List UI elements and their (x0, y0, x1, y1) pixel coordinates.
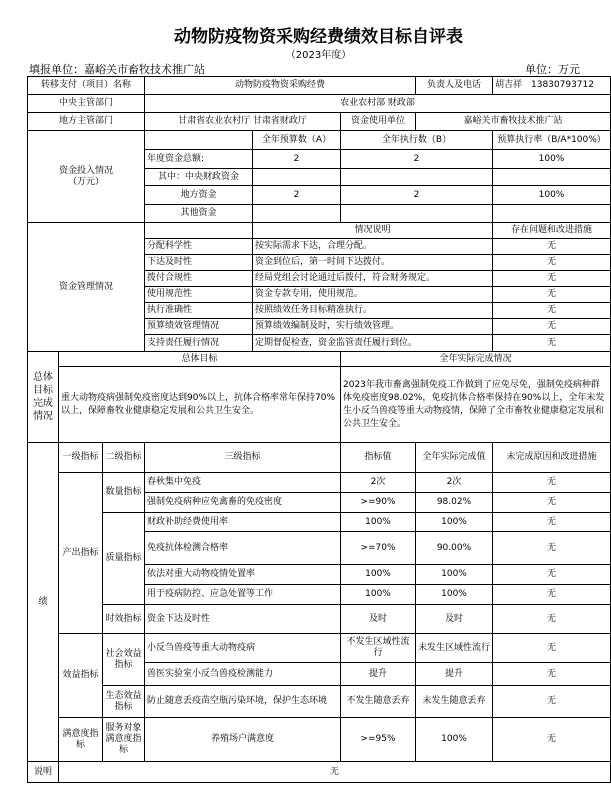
indicator-target: 及时 (341, 605, 416, 634)
fund-name: 年度资金总额: (145, 150, 253, 169)
page-title: 动物防疫物资采购经费绩效目标自评表 (174, 27, 463, 47)
indicator-name: 免疫抗体检测合格率 (145, 532, 341, 565)
mgmt-name: 支持责任履行情况 (145, 335, 253, 352)
indicator-name: 养殖场户满意度 (145, 718, 341, 762)
l1-benefit: 效益指标 (59, 634, 103, 718)
overall-actual-header: 全年实际完成情况 (341, 352, 611, 367)
mgmt-issue: 无 (493, 319, 611, 335)
indicator-name: 依法对重大动物疫情处置率 (145, 565, 341, 585)
central: 农业农村部 财政部 (145, 95, 611, 113)
l1-output: 产出指标 (59, 473, 103, 634)
fund-rate: 100% (493, 150, 611, 169)
indicator-name: 防止随意丢疫苗空瓶污染环境，保护生态环境 (145, 686, 341, 718)
indicator-name: 兽医实验室小反刍兽疫检测能力 (145, 663, 341, 686)
indicator-target: 提升 (341, 663, 416, 686)
user-label: 资金使用单位 (341, 113, 416, 131)
mgmt-name: 下达及时性 (145, 255, 253, 271)
contact-label: 负责人及电话 (416, 77, 493, 95)
indicator-actual: 提升 (416, 663, 493, 686)
indicator-reason: 无 (493, 532, 611, 565)
l2-quality: 质量指标 (103, 513, 145, 605)
fund-a: 2 (253, 150, 341, 169)
funds-header: 预算执行率（B/A*100%） (493, 131, 611, 150)
fund-b (341, 205, 493, 223)
mgmt-desc: 资金到位后，第一时间下达拨付。 (253, 255, 493, 271)
indicator-reason: 无 (493, 565, 611, 585)
project-label: 转移支付（项目）名称 (28, 77, 145, 95)
mgmt-desc: 定期督促检查，资金监管责任履行到位。 (253, 335, 493, 352)
indicator-reason: 无 (493, 634, 611, 663)
indicator-target: 100% (341, 565, 416, 585)
overall-label: 总体目标完成情况 (28, 352, 59, 443)
funds-header: 全年预算数（A） (253, 131, 341, 150)
indicator-target: 100% (341, 585, 416, 605)
indicator-name: 资金下达及时性 (145, 605, 341, 634)
l2-ecological: 生态效益指标 (103, 686, 145, 718)
indicator-actual: 100% (416, 585, 493, 605)
indicator-reason: 无 (493, 718, 611, 762)
management-label: 资金管理情况 (28, 223, 145, 352)
indicator-target: 2次 (341, 473, 416, 493)
mgmt-name: 拨付合规性 (145, 271, 253, 287)
fund-rate (493, 205, 611, 223)
indicator-actual: 100% (416, 718, 493, 762)
unit: 单位：万元 (525, 63, 580, 76)
mgmt-name: 执行准确性 (145, 303, 253, 319)
indicator-target: 100% (341, 513, 416, 532)
fund-rate (493, 169, 611, 186)
reporter: 填报单位：嘉峪关市畜牧技术推广站 (29, 63, 205, 76)
mgmt-name: 预算绩效管理情况 (145, 319, 253, 335)
indicator-actual: 100% (416, 513, 493, 532)
perf-header: 二级指标 (103, 443, 145, 473)
l2-social: 社会效益指标 (103, 634, 145, 686)
indicator-actual: 未发生区域性流行 (416, 634, 493, 663)
mgmt-issue: 无 (493, 255, 611, 271)
perf-header: 全年实际完成值 (416, 443, 493, 473)
overall-actual: 2023年我市畜禽强制免疫工作做到了应免尽免，强制免疫病种群体免疫密度98.02%，免疫抗体合格率保持在90%以上，全年未发生小反刍兽疫等重大动物疫情，保障了全市畜牧业健康稳定发展和公共卫生安全。 (341, 367, 611, 443)
note-label: 说明 (28, 762, 59, 783)
indicator-reason: 无 (493, 686, 611, 718)
local-label: 地方主管部门 (28, 113, 145, 131)
funds-label: 资金投入情况（万元） (28, 131, 145, 223)
mgmt-issue: 无 (493, 303, 611, 319)
overall-goal: 重大动物疫病强制免疫密度达到90%以上，抗体合格率常年保持70%以上，保障畜牧业健康稳定发展和公共卫生安全。 (59, 367, 341, 443)
l2-service-satisfaction: 服务对象满意度指标 (103, 718, 145, 762)
user: 嘉峪关市畜牧技术推广站 (416, 113, 611, 131)
mgmt-name: 分配科学性 (145, 239, 253, 255)
l2-timeliness: 时效指标 (103, 605, 145, 634)
fund-name: 其他资金 (145, 205, 253, 223)
fund-name: 其中：中央财政资金 (145, 169, 253, 186)
indicator-reason: 无 (493, 585, 611, 605)
perf-header: 一级指标 (59, 443, 103, 473)
mgmt-desc: 按照绩效任务目标精准执行。 (253, 303, 493, 319)
perf-header: 三级指标 (145, 443, 341, 473)
note-value: 无 (59, 762, 611, 783)
mgmt-desc: 经局党组会讨论通过后拨付，符合财务规定。 (253, 271, 493, 287)
mgmt-issue: 无 (493, 271, 611, 287)
indicator-reason: 无 (493, 473, 611, 493)
indicator-reason: 无 (493, 663, 611, 686)
indicator-reason: 无 (493, 493, 611, 513)
management-header: 情况说明 (253, 223, 493, 239)
indicator-actual: 98.02% (416, 493, 493, 513)
indicator-actual: 2次 (416, 473, 493, 493)
indicator-reason: 无 (493, 513, 611, 532)
indicator-name: 用于疫病防控、应急处置等工作 (145, 585, 341, 605)
l1-satisfaction: 满意度指标 (59, 718, 103, 762)
local: 甘肃省农业农村厅 甘肃省财政厅 (145, 113, 341, 131)
indicator-name: 春秋集中免疫 (145, 473, 341, 493)
fund-a: 2 (253, 186, 341, 205)
perf-header: 未完成原因和改进措施 (493, 443, 611, 473)
indicator-name: 小反刍兽疫等重大动物疫病 (145, 634, 341, 663)
project: 动物防疫物资采购经费 (145, 77, 416, 95)
indicator-target: >=70% (341, 532, 416, 565)
contact: 胡吉祥 13830793712 (493, 77, 611, 95)
perf-header: 指标值 (341, 443, 416, 473)
mgmt-issue: 无 (493, 239, 611, 255)
indicator-actual: 90.00% (416, 532, 493, 565)
funds-header: 全年执行数（B） (341, 131, 493, 150)
indicator-actual: 及时 (416, 605, 493, 634)
fund-rate: 100% (493, 186, 611, 205)
mgmt-desc: 预算绩效编制及时，实行绩效管理。 (253, 319, 493, 335)
mgmt-desc: 资金专款专用，使用规范。 (253, 287, 493, 303)
mgmt-desc: 按实际需求下达，合理分配。 (253, 239, 493, 255)
fund-a (253, 169, 341, 186)
fund-a (253, 205, 341, 223)
indicator-target: >=90% (341, 493, 416, 513)
perf-label: 绩 (28, 443, 59, 762)
fund-name: 地方资金 (145, 186, 253, 205)
indicator-target: 不发生随意丢弃 (341, 686, 416, 718)
overall-goal-header: 总体目标 (59, 352, 341, 367)
mgmt-name: 使用规范性 (145, 287, 253, 303)
mgmt-issue: 无 (493, 335, 611, 352)
management-header: 存在问题和改进措施 (493, 223, 611, 239)
indicator-target: 不发生区域性流行 (341, 634, 416, 663)
mgmt-issue: 无 (493, 287, 611, 303)
indicator-name: 财政补助经费使用率 (145, 513, 341, 532)
fund-b: 2 (341, 186, 493, 205)
indicator-actual: 未发生随意丢弃 (416, 686, 493, 718)
year: （2023年度） (285, 50, 352, 61)
indicator-target: >=95% (341, 718, 416, 762)
evaluation-table (27, 76, 611, 783)
fund-b: 2 (341, 150, 493, 169)
indicator-reason: 无 (493, 605, 611, 634)
unit-row (27, 61, 610, 76)
central-label: 中央主管部门 (28, 95, 145, 113)
l2-quantity: 数量指标 (103, 473, 145, 513)
fund-b (341, 169, 493, 186)
indicator-actual: 100% (416, 565, 493, 585)
indicator-name: 强制免疫病种应免禽畜的免疫密度 (145, 493, 341, 513)
